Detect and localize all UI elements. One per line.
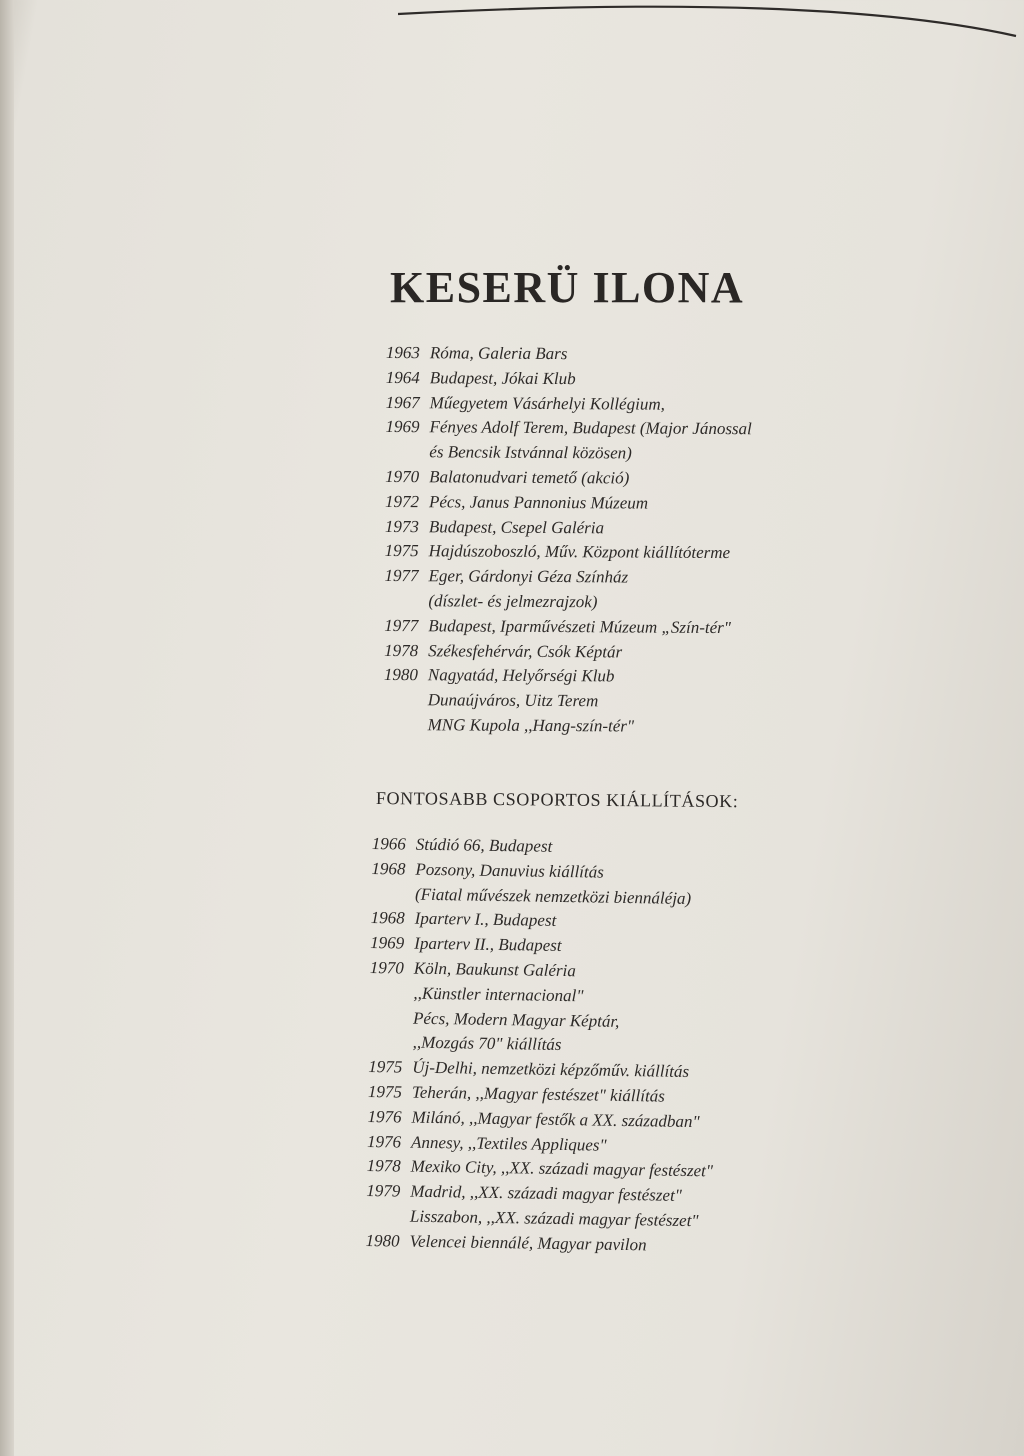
exhibition-entry xyxy=(386,391,752,418)
exhibition-text: Hajdúszoboszló, Műv. Központ kiállítóterme xyxy=(428,541,731,563)
exhibition-entry xyxy=(384,663,750,690)
exhibition-year: 1977 xyxy=(384,615,419,635)
exhibition-text: Új-Delhi, nemzetközi képzőműv. kiállítás xyxy=(412,1057,690,1082)
exhibition-year xyxy=(384,688,428,713)
exhibition-entry xyxy=(385,440,751,467)
exhibition-text: Budapest, Jókai Klub xyxy=(429,368,576,388)
exhibition-entry xyxy=(385,539,751,566)
exhibition-year: 1980 xyxy=(383,665,419,685)
exhibition-entry xyxy=(385,515,751,542)
exhibition-year xyxy=(369,1006,413,1031)
exhibition-year: 1979 xyxy=(366,1181,401,1201)
exhibition-text: Velencei biennálé, Magyar pavilon xyxy=(409,1231,647,1255)
exhibition-text: Iparterv I., Budapest xyxy=(414,909,557,931)
exhibition-year: 1978 xyxy=(366,1156,401,1176)
exhibition-year: 1976 xyxy=(366,1131,402,1152)
exhibition-text: Milánó, ,,Magyar festők a XX. században" xyxy=(411,1107,700,1131)
exhibition-year xyxy=(385,440,429,465)
exhibition-text: MNG Kupola ,,Hang-szín-tér" xyxy=(427,715,635,736)
exhibition-entry xyxy=(384,713,750,740)
exhibition-year: 1980 xyxy=(365,1230,400,1251)
exhibition-year: 1977 xyxy=(384,566,419,586)
exhibition-year xyxy=(371,882,415,907)
exhibition-year: 1970 xyxy=(369,957,405,978)
exhibition-text: Köln, Baukunst Galéria xyxy=(413,958,576,981)
page-edge xyxy=(0,0,14,1456)
exhibition-text: (Fiatal művészek nemzetközi biennáléja) xyxy=(414,884,692,908)
group-exhibitions-heading: FONTOSABB CSOPORTOS KIÁLLÍTÁSOK: xyxy=(375,788,739,812)
exhibition-year: 1969 xyxy=(385,417,420,437)
exhibition-year: 1969 xyxy=(370,933,405,953)
exhibition-text: Budapest, Iparművészeti Múzeum „Szín-tér" xyxy=(428,616,732,637)
exhibition-entry xyxy=(385,490,751,517)
exhibition-year: 1978 xyxy=(384,640,419,660)
exhibition-text: (díszlet- és jelmezrajzok) xyxy=(428,591,598,612)
exhibition-text: Székesfehérvár, Csók Képtár xyxy=(428,640,623,662)
exhibition-entry xyxy=(384,639,750,666)
exhibition-text: Eger, Gárdonyi Géza Színház xyxy=(428,566,629,587)
exhibition-year xyxy=(369,981,413,1006)
exhibition-entry xyxy=(384,688,750,715)
exhibition-text: Lisszabon, ,,XX. századi magyar festészet" xyxy=(409,1206,699,1231)
exhibition-year: 1968 xyxy=(371,858,406,879)
exhibition-text: Budapest, Csepel Galéria xyxy=(428,516,605,537)
exhibition-text: Műegyetem Vásárhelyi Kollégium, xyxy=(429,392,665,414)
exhibition-year xyxy=(384,589,428,614)
exhibition-year: 1975 xyxy=(384,541,419,561)
exhibition-text: Annesy, ,,Textiles Appliques" xyxy=(410,1132,607,1155)
exhibition-text: és Bencsik Istvánnal közösen) xyxy=(429,442,632,463)
exhibition-year: 1975 xyxy=(367,1081,403,1102)
exhibition-year xyxy=(366,1204,410,1229)
exhibition-year: 1970 xyxy=(385,466,420,487)
exhibition-text: Pozsony, Danuvius kiállítás xyxy=(415,859,604,882)
exhibition-text: Fényes Adolf Terem, Budapest (Major Jánossal xyxy=(429,417,752,439)
exhibition-text: Nagyatád, Helyőrségi Klub xyxy=(427,665,615,686)
exhibition-entry xyxy=(384,564,750,591)
exhibition-entry xyxy=(386,366,752,393)
exhibition-entry xyxy=(385,465,751,492)
exhibition-entry xyxy=(384,614,750,641)
exhibition-text: Stúdió 66, Budapest xyxy=(415,834,553,856)
exhibition-text: Pécs, Janus Pannonius Múzeum xyxy=(428,492,649,513)
exhibition-text: ,,Künstler internacional" xyxy=(413,983,584,1006)
exhibition-text: Pécs, Modern Magyar Képtár, xyxy=(412,1008,620,1031)
exhibition-text: Dunaújváros, Uitz Terem xyxy=(427,690,599,711)
exhibition-entry xyxy=(386,341,752,368)
exhibition-year: 1963 xyxy=(385,342,420,363)
exhibition-text: Teherán, ,,Magyar festészet" kiállítás xyxy=(411,1082,666,1106)
exhibition-text: Róma, Galeria Bars xyxy=(429,343,568,364)
exhibition-year xyxy=(368,1030,412,1055)
exhibition-year xyxy=(384,713,428,738)
top-rule-line xyxy=(398,0,1024,40)
exhibition-text: ,,Mozgás 70" kiállítás xyxy=(412,1033,562,1055)
exhibition-entry xyxy=(384,589,750,616)
exhibition-year: 1976 xyxy=(367,1106,402,1127)
exhibition-year: 1968 xyxy=(370,908,405,928)
exhibition-year: 1964 xyxy=(385,367,420,388)
exhibition-year: 1973 xyxy=(384,516,419,536)
exhibition-entry xyxy=(385,415,751,442)
exhibition-text: Mexiko City, ,,XX. századi magyar festészet" xyxy=(410,1157,714,1181)
solo-exhibitions-list xyxy=(384,341,753,740)
exhibition-text: Balatonudvari temető (akció) xyxy=(429,467,630,488)
exhibition-text: Iparterv II., Budapest xyxy=(414,933,562,956)
exhibition-text: Madrid, ,,XX. századi magyar festészet" xyxy=(410,1181,683,1206)
exhibition-year: 1966 xyxy=(371,833,406,854)
page-title: KESERÜ ILONA xyxy=(390,263,745,312)
exhibition-year: 1975 xyxy=(368,1057,403,1077)
exhibition-year: 1972 xyxy=(384,491,420,511)
group-exhibitions-list xyxy=(365,832,718,1259)
exhibition-year: 1967 xyxy=(385,392,420,412)
